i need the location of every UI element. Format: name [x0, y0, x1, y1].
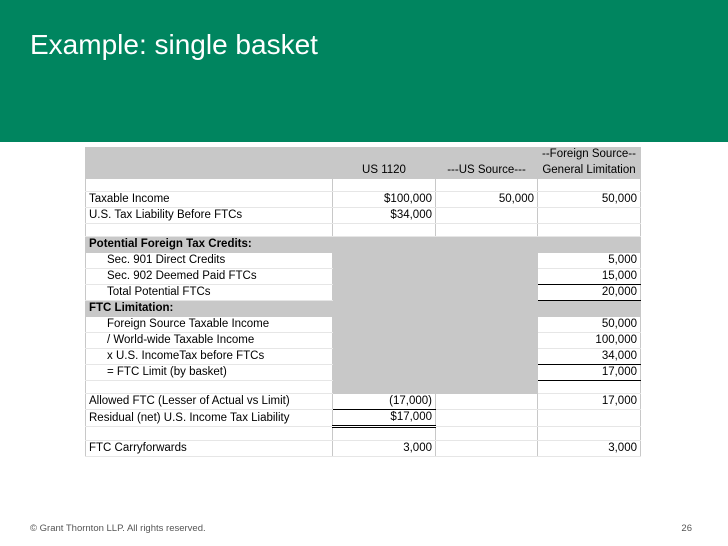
us1120-cell [333, 381, 436, 394]
row-label: x U.S. IncomeTax before FTCs [86, 349, 333, 365]
us-source-cell [436, 179, 538, 192]
foreign-source-cell: 50,000 [538, 317, 641, 333]
us-source-cell [436, 317, 538, 333]
us1120-cell [333, 333, 436, 349]
us-source-cell [436, 381, 538, 394]
us1120-cell [333, 301, 436, 317]
us-source-cell [436, 253, 538, 269]
title-banner [0, 0, 728, 142]
foreign-source-cell: 15,000 [538, 269, 641, 285]
row-label: Total Potential FTCs [86, 285, 333, 301]
us-source-cell [436, 333, 538, 349]
row-label [86, 427, 333, 441]
header-row-1 [86, 147, 641, 163]
foreign-source-cell [538, 427, 641, 441]
table-row [86, 381, 641, 394]
ftc-table [85, 147, 641, 457]
slide-title: Example: single basket [30, 29, 318, 60]
us-source-cell [436, 301, 538, 317]
us1120-cell: $17,000 [333, 410, 436, 427]
header-cell [86, 163, 333, 179]
table-row [86, 317, 641, 333]
us-source-cell [436, 269, 538, 285]
table-row [86, 365, 641, 381]
us-source-cell [436, 285, 538, 301]
foreign-source-cell [538, 410, 641, 427]
section-heading: FTC Limitation: [86, 301, 333, 317]
foreign-source-cell: 17,000 [538, 365, 641, 381]
row-label: Residual (net) U.S. Income Tax Liability [86, 410, 333, 427]
table-row [86, 349, 641, 365]
us1120-cell [333, 349, 436, 365]
foreign-source-cell [538, 301, 641, 317]
header-cell: General Limitation [538, 163, 641, 179]
header-cell: ---US Source--- [436, 163, 538, 179]
row-label: = FTC Limit (by basket) [86, 365, 333, 381]
foreign-source-cell: 20,000 [538, 285, 641, 301]
us1120-cell [333, 179, 436, 192]
table-row [86, 441, 641, 457]
us1120-cell [333, 285, 436, 301]
us1120-cell: (17,000) [333, 394, 436, 410]
foreign-source-cell: 3,000 [538, 441, 641, 457]
foreign-source-cell: 50,000 [538, 192, 641, 208]
row-label: / World-wide Taxable Income [86, 333, 333, 349]
us-source-cell [436, 394, 538, 410]
table-row [86, 427, 641, 441]
us1120-cell [333, 224, 436, 237]
foreign-source-cell [538, 381, 641, 394]
page-number: 26 [681, 523, 692, 534]
foreign-source-cell [538, 179, 641, 192]
us-source-cell [436, 441, 538, 457]
foreign-source-cell: 17,000 [538, 394, 641, 410]
row-label: U.S. Tax Liability Before FTCs [86, 208, 333, 224]
header-cell [436, 147, 538, 163]
foreign-source-cell [538, 208, 641, 224]
copyright-footer: © Grant Thornton LLP. All rights reserved. [30, 523, 206, 534]
us-source-cell [436, 224, 538, 237]
us1120-cell [333, 253, 436, 269]
table-row [86, 285, 641, 301]
us-source-cell [436, 237, 538, 253]
us-source-cell [436, 410, 538, 427]
row-label [86, 224, 333, 237]
header-cell: --Foreign Source-- [538, 147, 641, 163]
us1120-cell: $100,000 [333, 192, 436, 208]
table-row [86, 269, 641, 285]
table-row [86, 253, 641, 269]
us1120-cell [333, 269, 436, 285]
us1120-cell: $34,000 [333, 208, 436, 224]
row-label: FTC Carryforwards [86, 441, 333, 457]
section-header-row [86, 301, 641, 317]
us-source-cell: 50,000 [436, 192, 538, 208]
row-label: Sec. 902 Deemed Paid FTCs [86, 269, 333, 285]
row-label [86, 179, 333, 192]
us1120-cell [333, 365, 436, 381]
us1120-cell: 3,000 [333, 441, 436, 457]
foreign-source-cell: 34,000 [538, 349, 641, 365]
foreign-source-cell [538, 237, 641, 253]
foreign-source-cell [538, 224, 641, 237]
table-row [86, 410, 641, 427]
foreign-source-cell: 5,000 [538, 253, 641, 269]
table-row [86, 208, 641, 224]
foreign-source-cell: 100,000 [538, 333, 641, 349]
row-label: Foreign Source Taxable Income [86, 317, 333, 333]
section-heading: Potential Foreign Tax Credits: [86, 237, 333, 253]
table-row [86, 394, 641, 410]
row-label: Sec. 901 Direct Credits [86, 253, 333, 269]
header-cell [86, 147, 333, 163]
row-label: Taxable Income [86, 192, 333, 208]
us1120-cell [333, 317, 436, 333]
table-row [86, 192, 641, 208]
table-row [86, 179, 641, 192]
us-source-cell [436, 349, 538, 365]
row-label: Allowed FTC (Lesser of Actual vs Limit) [86, 394, 333, 410]
table-row [86, 224, 641, 237]
section-header-row [86, 237, 641, 253]
header-cell: US 1120 [333, 163, 436, 179]
row-label [86, 381, 333, 394]
header-row-2 [86, 163, 641, 179]
us-source-cell [436, 427, 538, 441]
table-row [86, 333, 641, 349]
us1120-cell [333, 237, 436, 253]
us-source-cell [436, 365, 538, 381]
us1120-cell [333, 427, 436, 441]
us-source-cell [436, 208, 538, 224]
header-cell [333, 147, 436, 163]
